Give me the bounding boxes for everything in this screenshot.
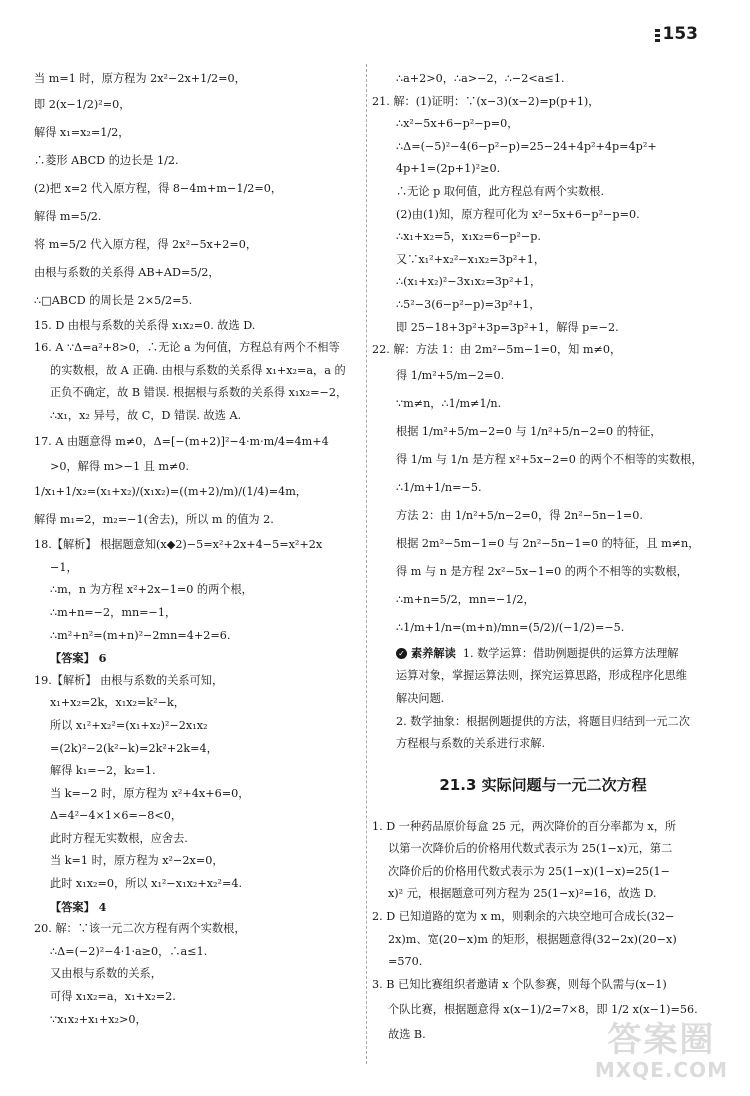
question-1: 1. D 一种药品原价每盒 25 元，两次降价的百分率都为 x，所: [372, 819, 677, 833]
text-line: (2)由(1)知，原方程可化为 x²−5x+6−p²−p=0.: [396, 207, 640, 221]
text-line: 2x)m、宽(20−x)m 的矩形，根据题意得(32−2x)(20−x): [388, 932, 677, 946]
text-line: 解得 k₁=−2，k₂=1.: [50, 764, 156, 778]
text-line: 4p+1=(2p+1)²≥0.: [396, 162, 501, 176]
text-line: >0，解得 m>−1 且 m≠0.: [50, 459, 190, 473]
literacy-line: 1. 数学运算：借助例题提供的运算方法理解: [462, 646, 679, 660]
text-line: ∵x₁x₂+x₁+x₂>0，: [50, 1012, 147, 1026]
text-line: 正负不确定，故 B 错误. 根据根与系数的关系得 x₁x₂=−2，: [50, 386, 348, 400]
literacy-line: 运算对象，掌握运算法则，探究运算思路，形成程序化思维: [396, 669, 687, 683]
column-divider: [366, 64, 367, 1064]
question-18: 18.【解析】 根据题意知(x◆2)−5=x²+2x+4−5=x²+2x: [34, 538, 323, 552]
text-line: =(2k)²−2(k²−k)=2k²+2k=4，: [50, 741, 218, 755]
text-line: 又由根与系数的关系，: [50, 967, 162, 981]
page-number: 153: [662, 24, 698, 44]
watermark-url: MXQE.COM: [594, 1058, 728, 1082]
question-22: 22. 解：方法 1：由 2m²−5m−1=0，知 m≠0，: [372, 343, 622, 357]
text-line: ∴x₁，x₂ 异号，故 C，D 错误. 故选 A.: [50, 408, 242, 422]
text-line: 即 2(x−1/2)²=0，: [34, 97, 131, 111]
question-20: 20. 解：∵该一元二次方程有两个实数根，: [34, 922, 246, 936]
literacy-line: 解决问题.: [396, 691, 445, 705]
text-line: ∴5²−3(6−p²−p)=3p²+1，: [396, 297, 541, 311]
text-line: x₁+x₂=2k，x₁x₂=k²−k，: [50, 696, 185, 710]
text-line: ∴1/m+1/n=−5.: [396, 480, 482, 494]
text-line: 方法 2：由 1/n²+5/n−2=0，得 2n²−5n−1=0.: [396, 508, 643, 522]
answer-label: 【答案】 6: [50, 651, 107, 666]
question-17: 17. A 由题意得 m≠0，Δ=[−(m+2)]²−4·m·m/4=4m+4: [34, 434, 329, 448]
text-line: ∴Δ=(−2)²−4·1·a≥0，∴a≤1.: [50, 944, 208, 958]
text-line: 根据 1/m²+5/m−2=0 与 1/n²+5/n−2=0 的特征，: [396, 424, 662, 438]
text-line: x)² 元，根据题意可列方程为 25(1−x)²=16，故选 D.: [388, 887, 657, 901]
text-line: =570.: [388, 955, 423, 969]
text-line: ∴m+n=−2，mn=−1，: [50, 605, 177, 619]
text-line: −1，: [50, 560, 78, 574]
question-15: 15. D 由根与系数的关系得 x₁x₂=0. 故选 D.: [34, 318, 256, 332]
left-column: [34, 68, 356, 1031]
text-line: ∴无论 p 取何值，此方程总有两个实数根.: [396, 184, 605, 198]
text-line: 解得 m=5/2.: [34, 209, 102, 223]
literacy-header: [372, 642, 714, 666]
literacy-line: 2. 数学抽象：根据例题提供的方法，将题目归结到一元二次: [396, 714, 690, 728]
text-line: 的实数根，故 A 正确. 由根与系数的关系得 x₁+x₂=a，a 的: [50, 363, 346, 377]
text-line: 个队比赛，根据题意得 x(x−1)/2=7×8，即 1/2 x(x−1)=56.: [388, 1003, 698, 1017]
text-line: ∴菱形 ABCD 的边长是 1/2.: [34, 153, 179, 167]
page-number-block: [655, 24, 699, 44]
text-line: 即 25−18+3p²+3p=3p²+1，解得 p=−2.: [396, 320, 619, 334]
text-line: ∴x²−5x+6−p²−p=0，: [396, 117, 519, 131]
question-19: 19.【解析】 由根与系数的关系可知，: [34, 673, 224, 687]
text-line: ∴m，n 为方程 x²+2x−1=0 的两个根，: [50, 583, 253, 597]
text-line: 根据 2m²−5m−1=0 与 2n²−5n−1=0 的特征，且 m≠n，: [396, 536, 700, 550]
text-line: ∴(x₁+x₂)²−3x₁x₂=3p²+1，: [396, 275, 542, 289]
text-line: 故选 B.: [388, 1028, 426, 1042]
text-line: 得 1/m²+5/m−2=0.: [396, 368, 505, 382]
text-line: ∴Δ=(−5)²−4(6−p²−p)=25−24+4p²+4p=4p²+: [396, 139, 657, 153]
text-line: ∴m²+n²=(m+n)²−2mn=4+2=6.: [50, 628, 231, 642]
question-2: 2. D 已知道路的宽为 x m，则剩余的六块空地可合成长(32−: [372, 910, 675, 924]
text-line: 1/x₁+1/x₂=(x₁+x₂)/(x₁x₂)=((m+2)/m)/(1/4)=4m，: [34, 485, 307, 499]
text-line: ∴a+2>0，∴a>−2，∴−2<a≤1.: [396, 72, 565, 85]
section-title: 21.3 实际问题与一元二次方程: [439, 775, 647, 794]
text-line: ∴x₁+x₂=5，x₁x₂=6−p²−p.: [396, 230, 541, 244]
text-line: 次降价后的价格用代数式表示为 25(1−x)(1−x)=25(1−: [388, 864, 670, 878]
text-line: ∴1/m+1/n=(m+n)/mn=(5/2)/(−1/2)=−5.: [396, 620, 625, 634]
text-line: 可得 x₁x₂=a，x₁+x₂=2.: [50, 990, 176, 1004]
page-marker-icon: [655, 29, 660, 42]
watermark: [595, 1022, 728, 1082]
text-line: 当 k=1 时，原方程为 x²−2x=0，: [50, 854, 224, 868]
text-line: 此时 x₁x₂=0，所以 x₁²−x₁x₂+x₂²=4.: [50, 877, 243, 891]
text-line: 又∵x₁²+x₂²−x₁x₂=3p²+1，: [396, 252, 546, 266]
text-line: ∴m+n=5/2，mn=−1/2，: [396, 592, 535, 606]
text-line: 得 1/m 与 1/n 是方程 x²+5x−2=0 的两个不相等的实数根，: [396, 452, 703, 466]
text-line: ∵m≠n，∴1/m≠1/n.: [396, 396, 502, 410]
text-line: 得 m 与 n 是方程 2x²−5x−1=0 的两个不相等的实数根，: [396, 564, 688, 578]
text-line: 将 m=5/2 代入原方程，得 2x²−5x+2=0，: [34, 237, 258, 251]
text-line: Δ=4²−4×1×6=−8<0，: [50, 809, 183, 823]
text-line: 由根与系数的关系得 AB+AD=5/2，: [34, 265, 220, 279]
check-circle-icon: ✓: [396, 648, 407, 659]
text-line: 当 m=1 时，原方程为 2x²−2x+1/2=0，: [34, 72, 246, 85]
question-3: 3. B 已知比赛组织者邀请 x 个队参赛，则每个队需与(x−1): [372, 977, 667, 991]
watermark-logo: 答案圈: [607, 1020, 716, 1060]
text-line: 解得 m₁=2，m₂=−1(舍去)，所以 m 的值为 2.: [34, 513, 274, 527]
literacy-label: 素养解读: [411, 645, 456, 660]
question-21: 21. 解：(1)证明：∵(x−3)(x−2)=p(p+1)，: [372, 94, 600, 108]
text-line: 以第一次降价后的价格用代数式表示为 25(1−x)元，第二: [388, 842, 673, 856]
text-line: 解得 x₁=x₂=1/2，: [34, 125, 130, 139]
answer-label: 【答案】 4: [50, 899, 107, 914]
text-line: 当 k=−2 时，原方程为 x²+4x+6=0，: [50, 786, 250, 800]
literacy-line: 方程根与系数的关系进行求解.: [396, 737, 545, 751]
right-column: [372, 68, 714, 1047]
text-line: ∴□ABCD 的周长是 2×5/2=5.: [34, 293, 193, 307]
text-line: 此时方程无实数根，应舍去.: [50, 831, 188, 845]
text-line: 所以 x₁²+x₂²=(x₁+x₂)²−2x₁x₂: [50, 718, 208, 732]
question-16: 16. A ∵Δ=a²+8>0，∴无论 a 为何值，方程总有两个不相等: [34, 341, 340, 355]
text-line: (2)把 x=2 代入原方程，得 8−4m+m−1/2=0，: [34, 181, 283, 195]
